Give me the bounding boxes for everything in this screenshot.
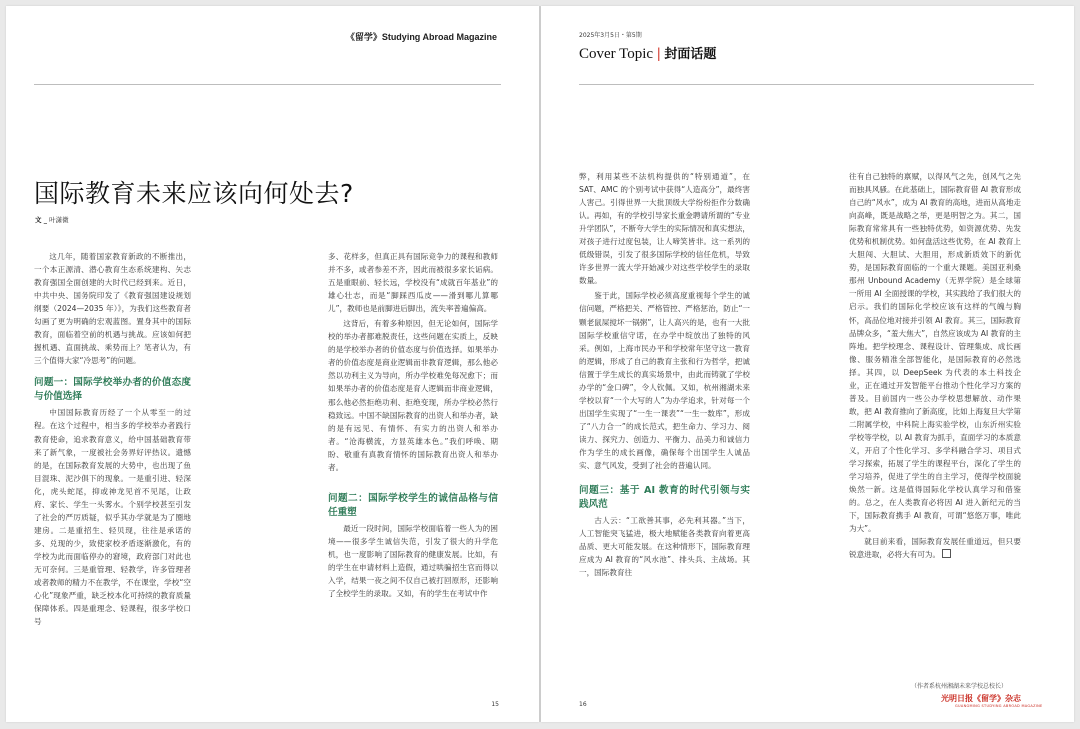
magazine-name: 《留学》Studying Abroad Magazine [345,32,497,42]
magazine-logo-subtext: GUANGMING STUDYING ABROAD MAGAZINE [955,704,1043,708]
text-column-2 [328,250,498,700]
author-note: （作者系杭州湘湖未来学校总校长） [911,683,1008,690]
section-heading-2: 问题二：国际学校学生的诚信品格与信任重塑 [328,492,498,518]
byline-author: 叶潇微 [49,216,69,224]
magazine-logo: 光明日报《留学》杂志 [941,694,1021,703]
left-page [6,6,539,722]
cover-topic-separator: | [657,46,661,62]
text-column-4 [849,170,1021,680]
closing-paragraph: 就目前来看，国际教育发展任重道远，但只要锐意进取，必将大有可为。 [849,537,1021,560]
end-mark-icon [942,549,951,558]
cover-topic-header [579,43,716,63]
page-number: 16 [579,701,587,708]
section-heading-1: 问题一：国际学校举办者的价值态度与价值选择 [34,377,191,403]
byline-prefix: 文 _ [35,216,48,224]
text-column-3 [579,170,750,690]
header-rule [34,84,501,85]
paragraph: 中国国际教育历经了一个从零至一的过程。在这个过程中，相当多的学校举办者践行教育使命，追求教育意义，给中国基础教育带来了新气象，一度被社会务界好评热议。遗憾的是，在国际教育发展的大势中，也出现了鱼目混珠、泥沙俱下的现象。一是重引进、轻深化，虎头蛇尾，抑或神龙见首不见尾，让政府、家长、学生一头雾水。个别学校甚至引发了社会的严厉质疑，似乎其办学就是为了圈地建房。二是重招生、轻贝现，往往是承诺的多、兑现的少，致使家校矛盾逐渐激化，有的学校为此而面临停办的窘境，政府部门对此也无可奈何。三是重管理、轻教学，许多管理者或者教师的精力不在教学，不在课堂，学校“空心化”现象严重，缺乏校本化可持续的教育质量保障体系。四是重理念、轻课程，很多学校口号 [34,408,191,627]
paragraph: 弊，利用某些不法机构提供的“特别通道”，在 SAT、AMC 的个别考试中获得“人造高分”，最终害人害己。引得世界一大批顶级大学纷纷拒作分数确认。再如，有的学校引导家长重金聘请所谓的“专业升学团队”，不断夸大学生的实际情况和真实想法，对孩子进行过度包装，让人啼笑皆非。这一系列的低级错误，引发了很多国际学校的信任危机，导致许多世界一流大学开始减少对这些学校学生的录取数量。 [579,172,750,286]
issue-date: 2025年3月5日・第5期 [579,32,642,39]
paragraph: 这几年，随着国家教育新政的不断推出，一个本正源清、潜心教育生态系统建构、矢志教育强国全面创建的大时代已经到来。近日，中共中央、国务院印发了《教育强国建设规划纲要（2024—2035 年）》，为我们这些教育者勾画了更为明确的宏观蓝图。置身其中的国际教育，面临着空前的机遇与挑战。应该如何把握机遇、直面挑战、乘势而上？笔者认为，有三个值得大家“冷思考”的问题。 [34,252,191,366]
page-number: 15 [491,701,499,708]
paragraph: 鉴于此，国际学校必须高度重视每个学生的诚信问题，严格把关、严格管控、严格惩治，防止“一颗老鼠屎搅坏一锅粥”，让人高兴的是，也有一大批国际学校重信守诺，在办学中绽放出了独特的风采。例如，上海市民办平和学校常年坚守这一教育的逻辑，形成了自己的教育主张和行为哲学，把诚信置于学生成长的真实场景中，由此而铸就了学校办学的“金口碑”，令人钦佩。又如，杭州湘湖未来学校以育“一个大写的人”为办学追求，针对每一个出国学生实现了“一生一课表”“一生一数库”，形成了“八力合一”的成长范式，把生命力、学习力、阅读力、探究力、创造力、平衡力、品美力和诚信力作为学生的成长画像，确保每个出国学生人诚品实、意气风发，受到了社会的普遍认同。 [579,291,750,471]
paragraph: 古人云：“工欲善其事，必先利其器。”当下，人工智能突飞猛进，极大地赋能各类教育向着更高品质、更大可能发展。在这种情形下，国际教育理应成为 AI 教育的“风水池”、排头兵、主战场。其一，国际教育往 [579,516,750,578]
cover-topic-cn: 封面话题 [664,46,717,61]
right-page [541,6,1074,722]
byline [35,215,69,224]
paragraph [849,535,1021,561]
header-rule [579,84,1034,85]
paragraph: 最近一段时间，国际学校面临着一些人为的困境——很多学生诚信失范，引发了很大的升学危机，也一度影响了国际教育的健康发展。比如，有的学生在申请材料上造假，通过哄骗招生官而得以入学，结果一夜之间不仅自己被打回原形，还影响了全校学生的录取。又如，有的学生在考试中作 [328,523,498,599]
article-title: 国际教育未来应该向何处去? [34,179,354,208]
cover-topic-en: Cover Topic [579,46,654,62]
paragraph: 往有自己独特的禀赋，以得风气之先，创风气之先而独具风骚。在此基础上，国际教育借 AI 教育形成自己的“风水”，成为 AI 教育的高地，进而从高地走向高峰，既是战略之举，更是明智之为。其二，国际教育常常具有一些独特优势，如资源优势、先发优势和机制优势。如何盘活这些优势，在 AI 教育上大胆闯、大胆试、大胆用，形成新质效下的新优势，是国际教育面临的一个重大课题。美国亚利桑那州 Unbound Academy（无界学院）是全球第一所用 AI 全面授课的学校，其实践给了我们很大的启示。我们的国际化学校应该有这样的气魄与胸怀，高品位地对接并引领 AI 教育。其三，国际教育品牌众多，“羞大焦大”，自然应该成为 AI 教育的主阵地。把学校理念、课程设计、管理集成、成长画像、服务精准全部智能化，是国际教育的必然选择。其四，以 DeepSeek 为代表的本土科技企业，正在通过开发智能平台推动个性化学习方案的普及。目前国内一些公办学校思想解放、动作果敢，把 AI 教育推向了新高度，比如上海复旦大学第二附属学校，中科院上海实验学校，山东沂州实验学校等学校，以 AI 教育为抓手，直面学习的本质意义，开启了个性化学习、多学科融合学习、项目式学习探索，拓展了学生的课程平台，深化了学生的学习培养，促进了学生的自主学习，使得学校面貌焕然一新。这是值得国际化学校认真学习和借鉴的。总之，在人类教育必将因 AI 进入新纪元的当下，国际教育携手 AI 教育，可谓“悠悠万事，唯此为大”。 [849,172,1021,534]
paragraph: 这背后，有着多种原因，但无论如何，国际学校的举办者都难脱责任，这些问题在实质上，反映的是学校举办者的价值态度与价值选择。如果举办者的价值态度是商业逻辑而非教育逻辑，那么他必然以功利主义为导向，所办学校难免每况愈下；而如果举办者的价值态度是育人逻辑而非商业逻辑，那么他必然拒绝功利、拒绝变现，所办学校必然行稳致远。中国不缺国际教育的出资人和举办者，缺的是有远见、有情怀、有实力的出资人和举办者。“沧海横流，方显英雄本色。”我们呼唤、期盼、敬重有真教育情怀的国际教育出资人和举办者。 [328,319,498,472]
paragraph: 多、花样多，但真正具有国际竞争力的课程和教师并不多，或者参差不齐，因此而被很多家长诟病。五是重眼前、轻长远，学校没有“成就百年基业”的雄心壮志，而是“脚踩西瓜皮——滑到哪儿算哪儿”，教师也是前脚进后脚出，流失率普遍偏高。 [328,252,498,314]
text-column-1 [34,250,191,700]
section-heading-3: 问题三：基于 AI 教育的时代引领与实践风范 [579,485,750,511]
